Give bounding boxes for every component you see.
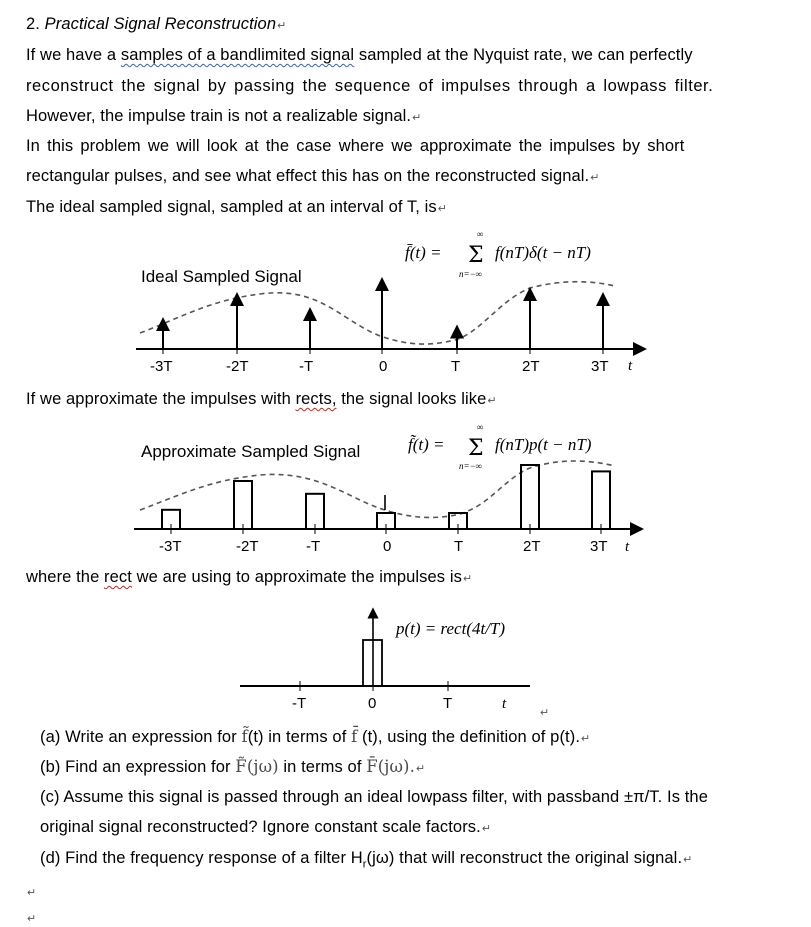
para5: where the rect we are using to approximate the impulses is↵: [26, 568, 473, 586]
fig2-tick-label: -T: [306, 538, 321, 555]
fig2-eq-rhs: f(nT)p(t − nT): [495, 435, 592, 454]
para4: If we approximate the impulses with rects, the signal looks like↵: [26, 390, 497, 408]
fig3-axis-var: t: [502, 696, 507, 712]
fig1-tick-label: 0: [379, 358, 388, 375]
fig2-tick-label: T: [454, 538, 464, 555]
fig1-label: Ideal Sampled Signal: [141, 267, 302, 286]
grammar-flag: samples of a bandlimited signal: [120, 46, 355, 64]
fig1-eq-rhs: f(nT)δ(t − nT): [495, 243, 591, 262]
question-c-line1: (c) Assume this signal is passed through an ideal lowpass filter, with passband ±π/T. Is the: [40, 788, 708, 806]
fig2-pulse: [377, 513, 395, 529]
fig3-eq: p(t) = rect(4t/T): [396, 619, 506, 638]
fig1-tick-label: 2T: [522, 358, 540, 375]
fig1-envelope: [140, 282, 615, 344]
fig2-pulse: [449, 513, 467, 529]
fig2-pulse: [521, 465, 539, 529]
fig3-tick-label: T: [443, 695, 453, 712]
fig2-pulses: [162, 465, 610, 529]
fig1-tick-label: 3T: [591, 358, 609, 375]
fig2-pulse: [306, 494, 324, 529]
fig3-tick-label: -T: [292, 695, 307, 712]
fig1-tick-label: -2T: [226, 358, 249, 375]
fig3-paragraph-mark: ↵: [540, 707, 550, 719]
fig2-eq-sum-top: ∞: [477, 422, 484, 432]
fig1-tick-label: -T: [299, 358, 314, 375]
para2-line1: In this problem we will look at the case where we approximate the impulses by short: [26, 137, 685, 155]
fig1-axis-var: t: [628, 358, 633, 374]
fig2-pulse: [162, 510, 180, 529]
fig1-eq-sum-top: ∞: [477, 229, 484, 239]
para2-line2: rectangular pulses, and see what effect this has on the reconstructed signal.↵: [26, 167, 600, 185]
fig1-eq-sum-bottom: n=−∞: [459, 269, 483, 279]
fig2-tick-label: -3T: [159, 538, 182, 555]
para1-line3: However, the impulse train is not a realizable signal.↵: [26, 107, 422, 125]
fig3-tick-labels: [292, 681, 452, 712]
fig2-tick-label: 0: [383, 538, 392, 555]
fig1-impulses: [163, 284, 603, 349]
symbol-F-tilde: F̃(jω): [235, 757, 279, 776]
question-a: (a) Write an expression for f̃(t) in terms of f̄ (t), using the definition of p(t).↵: [40, 727, 591, 746]
fig2-pulse: [234, 481, 252, 529]
fig3-tick-label: 0: [368, 695, 377, 712]
section-heading: 2. Practical Signal Reconstruction↵: [26, 15, 287, 33]
para1-line2: reconstruct the signal by passing the sequence of impulses through a lowpass filter.: [26, 77, 714, 95]
fig2-label: Approximate Sampled Signal: [141, 442, 361, 461]
para1-line1: If we have a samples of a bandlimited signal sampled at the Nyquist rate, we can perfectly: [26, 46, 693, 64]
heading-title: Practical Signal Reconstruction: [44, 15, 277, 33]
fig2-eq-sum-bottom: n=−∞: [459, 461, 483, 471]
fig2-tick-label: -2T: [236, 538, 259, 555]
fig2-eq-lhs: f̃(t) =: [408, 435, 445, 454]
fig1-tick-label: -3T: [150, 358, 173, 375]
fig2-axis-var: t: [625, 539, 630, 555]
symbol-f-bar: f̄: [351, 727, 358, 746]
question-d: (d) Find the frequency response of a filter $H_r(j\omega)$ that will reconstruct the original signal.↵: [40, 849, 693, 871]
fig2-pulse: [592, 471, 610, 529]
fig2-sigma: Σ: [468, 436, 484, 461]
empty-paragraph-mark: ↵: [27, 887, 37, 899]
spelling-flag: rects,: [295, 390, 337, 408]
symbol-f-tilde: f̃: [241, 727, 248, 746]
fig3-rect: [363, 640, 382, 686]
heading-number: 2.: [26, 15, 40, 33]
para3: The ideal sampled signal, sampled at an interval of T, is↵: [26, 198, 448, 216]
empty-paragraph-mark-2: ↵: [27, 913, 37, 925]
fig1-eq-lhs: f̄(t) =: [405, 243, 442, 262]
fig2-envelope: [140, 461, 615, 517]
question-c-line2: original signal reconstructed? Ignore constant scale factors.↵: [40, 818, 492, 836]
fig1-tick-labels: [150, 344, 609, 375]
fig1-tick-label: T: [451, 358, 461, 375]
fig2-tick-label: 3T: [590, 538, 608, 555]
fig2-tick-labels: [159, 524, 608, 555]
question-b: (b) Find an expression for F̃(jω) in terms of F̄(jω).↵: [40, 757, 426, 776]
fig1-sigma: Σ: [468, 243, 484, 268]
fig2-tick-label: 2T: [523, 538, 541, 555]
spelling-flag: rect: [104, 568, 132, 586]
symbol-F-bar: F̄(jω).: [366, 757, 415, 776]
